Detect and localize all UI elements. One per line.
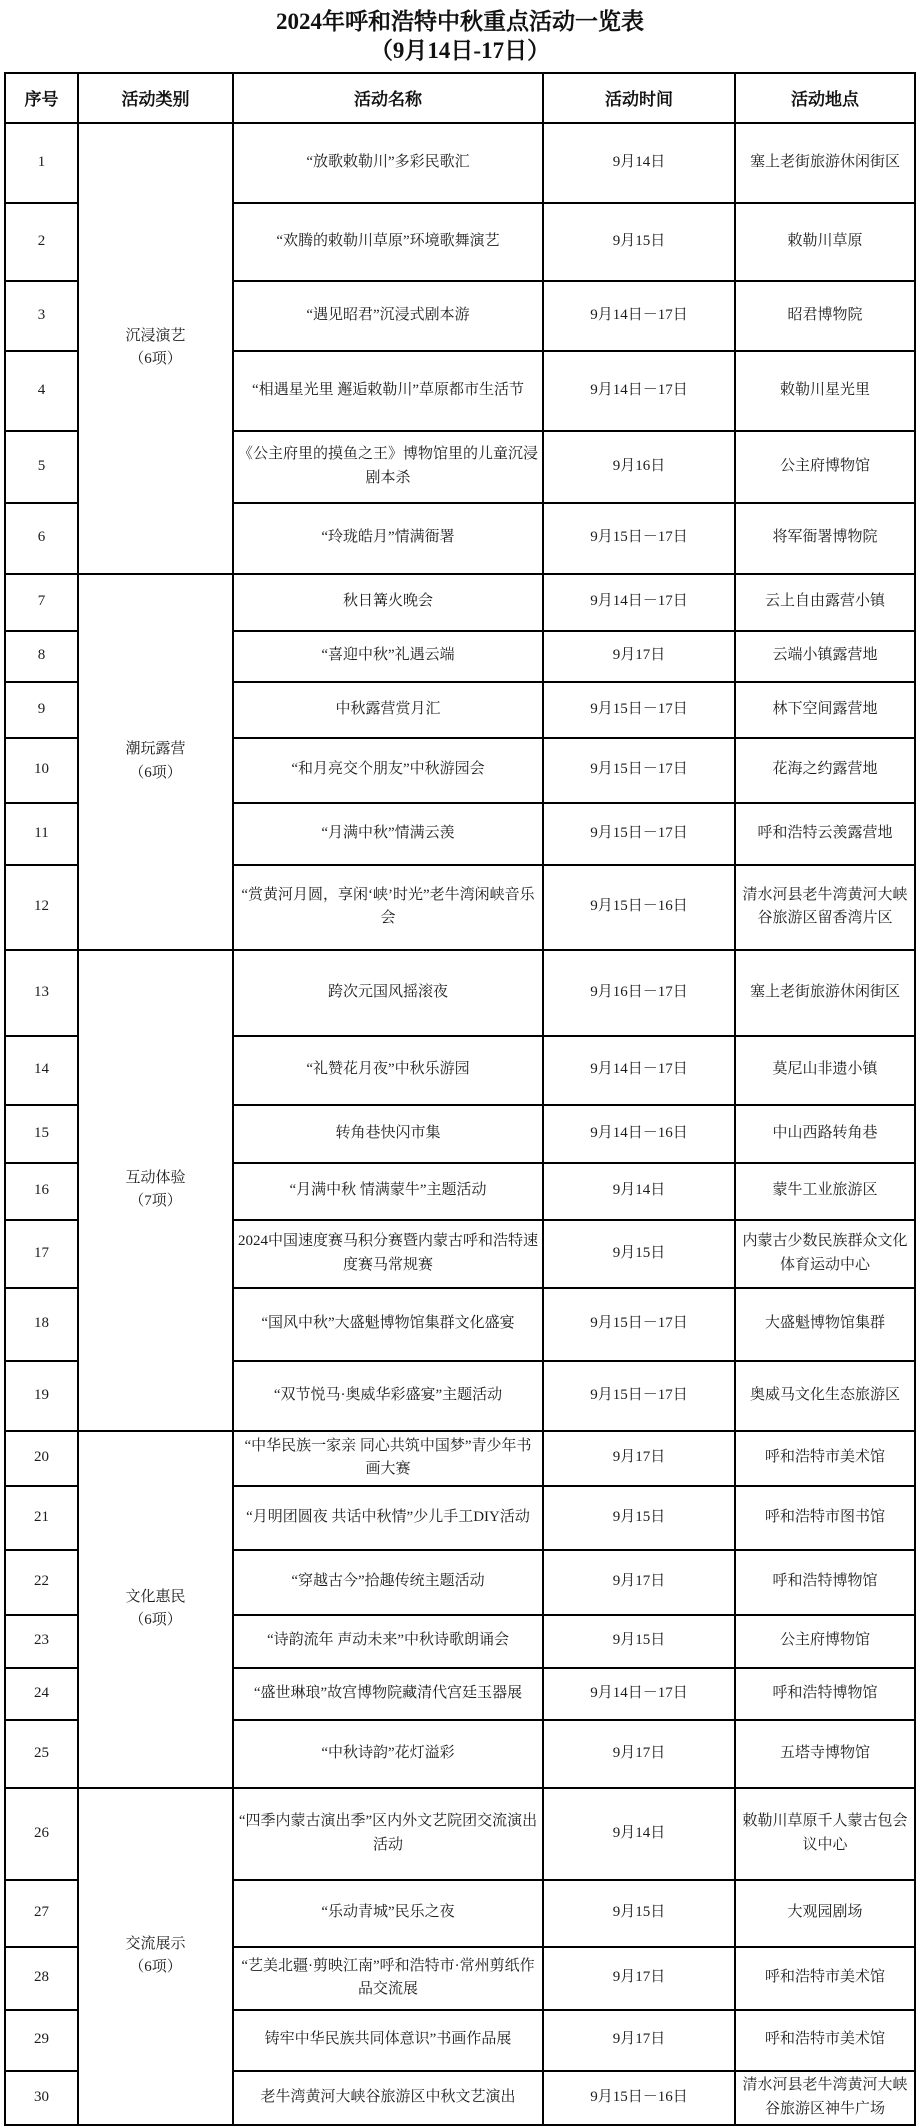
category-name: 沉浸演艺 (125, 327, 186, 344)
table-row (5, 1431, 915, 1486)
activity-time-cell: 9月15日－16日 (543, 865, 735, 950)
column-header-time: 活动时间 (543, 73, 735, 123)
activity-time-cell: 9月15日 (543, 1486, 735, 1550)
activity-time-cell: 9月14日 (543, 1163, 735, 1220)
category-name: 互动体验 (125, 1169, 186, 1186)
category-count: （6项） (129, 351, 182, 367)
category-cell (78, 1788, 233, 2125)
activity-place-cell: 五塔寺博物馆 (735, 1720, 915, 1788)
activity-name-cell: “礼赞花月夜”中秋乐游园 (233, 1036, 543, 1105)
category-cell (78, 574, 233, 950)
activity-place-cell: 林下空间露营地 (735, 682, 915, 738)
activity-time-cell: 9月14日 (543, 1788, 735, 1880)
activity-time-cell: 9月14日 (543, 123, 735, 203)
row-number-cell: 23 (5, 1615, 78, 1668)
row-number-cell: 12 (5, 865, 78, 950)
activity-name-cell: “穿越古今”拾趣传统主题活动 (233, 1550, 543, 1615)
row-number-cell: 25 (5, 1720, 78, 1788)
category-name: 交流展示 (125, 1935, 186, 1952)
column-header-place: 活动地点 (735, 73, 915, 123)
activity-name-cell: “玲珑皓月”情满衙署 (233, 503, 543, 574)
activity-name-cell: “中华民族一家亲 同心共筑中国梦”青少年书画大赛 (233, 1431, 543, 1486)
activity-place-cell: 塞上老街旅游休闲街区 (735, 950, 915, 1036)
activity-name-cell: “赏黄河月圆，享闲‘峡’时光”老牛湾闲峡音乐会 (233, 865, 543, 950)
row-number-cell: 28 (5, 1947, 78, 2010)
activity-place-cell: 呼和浩特云羡露营地 (735, 803, 915, 865)
category-cell (78, 123, 233, 574)
activity-name-cell: “欢腾的敕勒川草原”环境歌舞演艺 (233, 203, 543, 281)
activity-time-cell: 9月14日－16日 (543, 1105, 735, 1163)
activity-time-cell: 9月14日－17日 (543, 281, 735, 351)
activity-place-cell: 花海之约露营地 (735, 738, 915, 803)
activity-place-cell: 云上自由露营小镇 (735, 574, 915, 631)
activity-name-cell: “双节悦马·奥威华彩盛宴”主题活动 (233, 1361, 543, 1431)
activity-place-cell: 敕勒川草原千人蒙古包会议中心 (735, 1788, 915, 1880)
activity-name-cell: “乐动青城”民乐之夜 (233, 1880, 543, 1947)
page-title (0, 8, 920, 66)
activity-name-cell: “相遇星光里 邂逅敕勒川”草原都市生活节 (233, 351, 543, 431)
activity-place-cell: 呼和浩特市美术馆 (735, 2010, 915, 2071)
activity-name-cell: “月满中秋”情满云羡 (233, 803, 543, 865)
activity-place-cell: 昭君博物院 (735, 281, 915, 351)
page-title-line2: （9月14日-17日） (369, 37, 551, 63)
activity-place-cell: 敕勒川星光里 (735, 351, 915, 431)
activity-place-cell: 奥威马文化生态旅游区 (735, 1361, 915, 1431)
activity-name-cell: 跨次元国风摇滚夜 (233, 950, 543, 1036)
activity-place-cell: 清水河县老牛湾黄河大峡谷旅游区留香湾片区 (735, 865, 915, 950)
activity-name-cell: 铸牢中华民族共同体意识”书画作品展 (233, 2010, 543, 2071)
activity-time-cell: 9月15日－17日 (543, 682, 735, 738)
activity-time-cell: 9月16日 (543, 431, 735, 503)
activity-time-cell: 9月17日 (543, 1550, 735, 1615)
row-number-cell: 17 (5, 1220, 78, 1288)
column-header-category: 活动类别 (78, 73, 233, 123)
activity-time-cell: 9月14日－17日 (543, 351, 735, 431)
activity-name-cell: 老牛湾黄河大峡谷旅游区中秋文艺演出 (233, 2071, 543, 2125)
category-name: 潮玩露营 (125, 741, 186, 758)
category-name: 文化惠民 (125, 1588, 186, 1605)
row-number-cell: 8 (5, 631, 78, 682)
activity-place-cell: 呼和浩特市美术馆 (735, 1947, 915, 2010)
table-row (5, 1788, 915, 1880)
activity-place-cell: 云端小镇露营地 (735, 631, 915, 682)
category-count: （6项） (129, 764, 182, 781)
column-header-name: 活动名称 (233, 73, 543, 123)
row-number-cell: 9 (5, 682, 78, 738)
row-number-cell: 26 (5, 1788, 78, 1880)
activity-time-cell: 9月15日－17日 (543, 1361, 735, 1431)
activity-time-cell: 9月15日 (543, 203, 735, 281)
activity-place-cell: 莫尼山非遗小镇 (735, 1036, 915, 1105)
activity-name-cell: 秋日篝火晚会 (233, 574, 543, 631)
activity-time-cell: 9月16日－17日 (543, 950, 735, 1036)
row-number-cell: 19 (5, 1361, 78, 1431)
category-cell (78, 1431, 233, 1788)
activity-time-cell: 9月17日 (543, 1431, 735, 1486)
row-number-cell: 10 (5, 738, 78, 803)
activity-place-cell: 公主府博物馆 (735, 431, 915, 503)
row-number-cell: 27 (5, 1880, 78, 1947)
table-row (5, 574, 915, 631)
row-number-cell: 18 (5, 1288, 78, 1361)
page-title-line1: 2024年呼和浩特中秋重点活动一览表 (276, 9, 644, 34)
category-count: （7项） (129, 1193, 182, 1209)
table-row (5, 950, 915, 1036)
activity-time-cell: 9月15日－17日 (543, 503, 735, 574)
activity-name-cell: 2024中国速度赛马积分赛暨内蒙古呼和浩特速度赛马常规赛 (233, 1220, 543, 1288)
activity-place-cell: 呼和浩特博物馆 (735, 1550, 915, 1615)
activity-name-cell: “月明团圆夜 共话中秋情”少儿手工DIY活动 (233, 1486, 543, 1550)
activity-place-cell: 清水河县老牛湾黄河大峡谷旅游区神牛广场 (735, 2071, 915, 2125)
activity-place-cell: 塞上老街旅游休闲街区 (735, 123, 915, 203)
row-number-cell: 29 (5, 2010, 78, 2071)
activity-time-cell: 9月15日 (543, 1220, 735, 1288)
row-number-cell: 2 (5, 203, 78, 281)
row-number-cell: 5 (5, 431, 78, 503)
column-header-number: 序号 (5, 73, 78, 123)
activity-place-cell: 内蒙古少数民族群众文化体育运动中心 (735, 1220, 915, 1288)
activity-name-cell: “遇见昭君”沉浸式剧本游 (233, 281, 543, 351)
row-number-cell: 11 (5, 803, 78, 865)
row-number-cell: 14 (5, 1036, 78, 1105)
table-row (5, 123, 915, 203)
activity-name-cell: “和月亮交个朋友”中秋游园会 (233, 738, 543, 803)
table-header-row (5, 73, 915, 123)
activity-time-cell: 9月14日－17日 (543, 1036, 735, 1105)
row-number-cell: 21 (5, 1486, 78, 1550)
activity-name-cell: “月满中秋 情满蒙牛”主题活动 (233, 1163, 543, 1220)
activity-time-cell: 9月15日－17日 (543, 738, 735, 803)
activity-place-cell: 敕勒川草原 (735, 203, 915, 281)
category-count: （6项） (129, 1612, 182, 1628)
activity-place-cell: 呼和浩特博物馆 (735, 1668, 915, 1720)
activity-name-cell: “喜迎中秋”礼遇云端 (233, 631, 543, 682)
row-number-cell: 1 (5, 123, 78, 203)
activity-name-cell: “诗韵流年 声动未来”中秋诗歌朗诵会 (233, 1615, 543, 1668)
activity-time-cell: 9月17日 (543, 1720, 735, 1788)
activity-name-cell: 《公主府里的摸鱼之王》博物馆里的儿童沉浸剧本杀 (233, 431, 543, 503)
activity-name-cell: “放歌敕勒川”多彩民歌汇 (233, 123, 543, 203)
activity-time-cell: 9月15日 (543, 1880, 735, 1947)
category-count: （6项） (129, 1959, 182, 1975)
activity-time-cell: 9月15日－17日 (543, 803, 735, 865)
activity-place-cell: 公主府博物馆 (735, 1615, 915, 1668)
row-number-cell: 3 (5, 281, 78, 351)
category-cell (78, 950, 233, 1431)
activity-time-cell: 9月15日 (543, 1615, 735, 1668)
row-number-cell: 24 (5, 1668, 78, 1720)
activity-name-cell: “艺美北疆·剪映江南”呼和浩特市·常州剪纸作品交流展 (233, 1947, 543, 2010)
row-number-cell: 22 (5, 1550, 78, 1615)
activity-time-cell: 9月15日－16日 (543, 2071, 735, 2125)
activities-table-body (5, 123, 915, 2125)
activity-place-cell: 呼和浩特市美术馆 (735, 1431, 915, 1486)
activity-name-cell: 转角巷快闪市集 (233, 1105, 543, 1163)
activity-time-cell: 9月17日 (543, 631, 735, 682)
row-number-cell: 13 (5, 950, 78, 1036)
row-number-cell: 4 (5, 351, 78, 431)
activity-place-cell: 将军衙署博物院 (735, 503, 915, 574)
activity-name-cell: “国风中秋”大盛魁博物馆集群文化盛宴 (233, 1288, 543, 1361)
activity-time-cell: 9月14日－17日 (543, 1668, 735, 1720)
row-number-cell: 30 (5, 2071, 78, 2125)
row-number-cell: 16 (5, 1163, 78, 1220)
activity-place-cell: 呼和浩特市图书馆 (735, 1486, 915, 1550)
activity-name-cell: “盛世琳琅”故宫博物院藏清代宫廷玉器展 (233, 1668, 543, 1720)
activity-time-cell: 9月14日－17日 (543, 574, 735, 631)
activity-place-cell: 中山西路转角巷 (735, 1105, 915, 1163)
row-number-cell: 20 (5, 1431, 78, 1486)
row-number-cell: 15 (5, 1105, 78, 1163)
activity-name-cell: “四季内蒙古演出季”区内外文艺院团交流演出活动 (233, 1788, 543, 1880)
row-number-cell: 7 (5, 574, 78, 631)
activity-time-cell: 9月17日 (543, 2010, 735, 2071)
activity-name-cell: “中秋诗韵”花灯溢彩 (233, 1720, 543, 1788)
activity-place-cell: 大盛魁博物馆集群 (735, 1288, 915, 1361)
row-number-cell: 6 (5, 503, 78, 574)
activity-place-cell: 大观园剧场 (735, 1880, 915, 1947)
activity-time-cell: 9月17日 (543, 1947, 735, 2010)
activity-name-cell: 中秋露营赏月汇 (233, 682, 543, 738)
activities-table (4, 72, 916, 2126)
activity-time-cell: 9月15日－17日 (543, 1288, 735, 1361)
activity-place-cell: 蒙牛工业旅游区 (735, 1163, 915, 1220)
